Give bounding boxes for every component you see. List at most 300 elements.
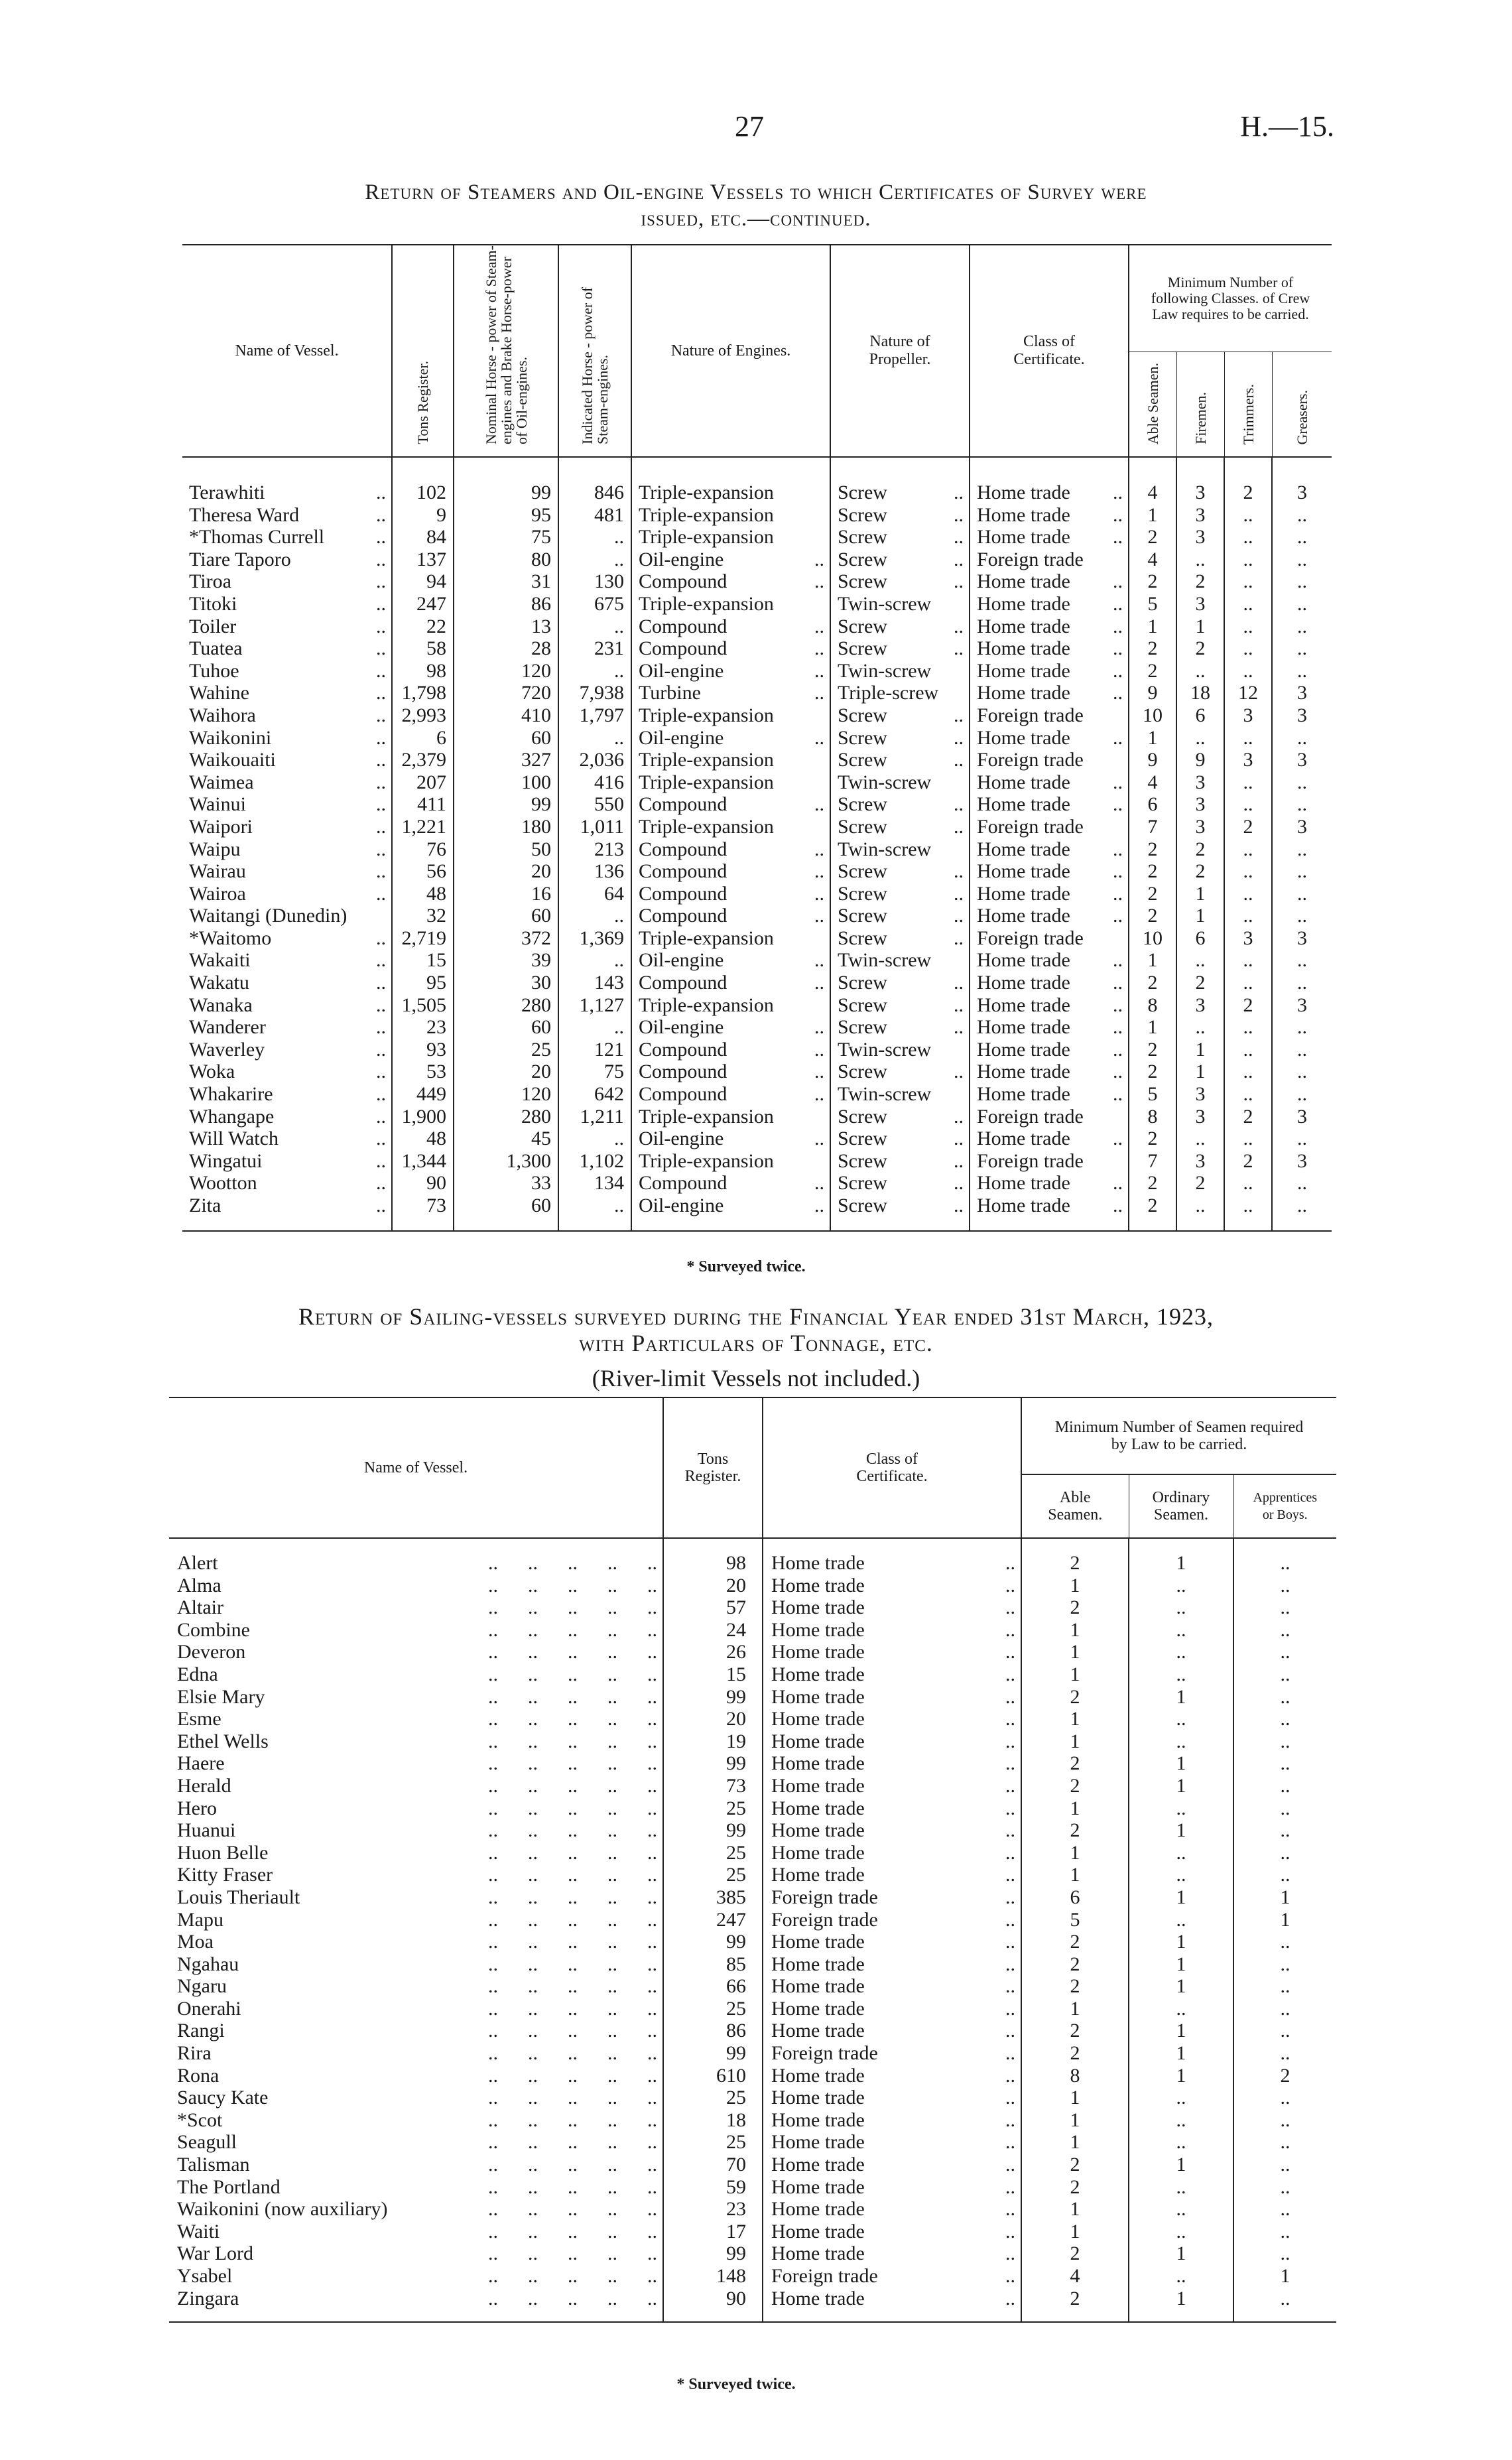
ordinary-seamen: 1 [1129, 1538, 1233, 1575]
propeller-nature-wrap [838, 949, 969, 972]
engine-nature-wrap [639, 1195, 830, 1217]
certificate-class [763, 2065, 1021, 2087]
certificate-class-text: Foreign trade [977, 815, 1084, 838]
certificate-class-text: Home trade [771, 1841, 865, 1864]
vessel-name-leader: .. [376, 726, 386, 749]
certificate-class [970, 972, 1129, 994]
vessel-name-leader: .. [376, 482, 386, 503]
apprentices: .. [1233, 1797, 1336, 1820]
vessel-name-text: Tuatea [189, 637, 243, 660]
propeller-nature-text: Screw [838, 1149, 887, 1172]
apprentices: .. [1233, 2154, 1336, 2176]
col-header-greasers: Greasers. [1272, 352, 1332, 458]
col-header-firemen: Firemen. [1176, 352, 1224, 458]
engine-nature [631, 927, 830, 950]
engine-nature-leader: .. [814, 570, 824, 593]
apprentices: .. [1233, 2221, 1336, 2243]
firemen: 1 [1176, 1061, 1224, 1083]
vessel-name-text: Ngaru [177, 1975, 227, 1998]
vessel-name-wrap [189, 949, 391, 972]
able-seamen: 1 [1021, 1575, 1129, 1597]
ordinary-seamen: 1 [1129, 1886, 1233, 1909]
propeller-nature-wrap [838, 994, 969, 1017]
dot-leader: .. [1005, 2265, 1015, 2287]
engine-nature-leader: .. [814, 1016, 824, 1039]
col-header-class: Class of Certificate. [970, 245, 1129, 457]
dot-leader: .. .. .. .. .. [488, 1997, 657, 2020]
t2-col-header-tons: Tons Register. [663, 1397, 763, 1538]
certificate-class-leader: .. [1113, 526, 1123, 549]
dot-leader: .. [1005, 2220, 1015, 2242]
firemen: 2 [1176, 838, 1224, 861]
vessel-name-text: Wahine [189, 682, 249, 704]
vessel-name-text: Toiler [189, 615, 237, 637]
vessel-name-text: *Waitomo [189, 927, 272, 949]
table-row [182, 816, 1332, 838]
certificate-class [763, 2198, 1021, 2221]
page-number: 27 [735, 110, 764, 143]
engine-nature [631, 615, 830, 638]
ordinary-seamen: .. [1129, 1619, 1233, 1642]
certificate-class [763, 2154, 1021, 2176]
vessel-name-leader: .. [376, 1038, 386, 1061]
propeller-nature [830, 660, 970, 682]
tons-register: 26 [663, 1641, 763, 1663]
apprentices: .. [1233, 2198, 1336, 2221]
vessel-name-text: Wingatui [189, 1149, 263, 1172]
vessel-name-text: Waipori [189, 815, 253, 838]
apprentices: 1 [1233, 1909, 1336, 1931]
propeller-nature [830, 949, 970, 972]
tons-register: 411 [392, 793, 454, 816]
certificate-class-text: Home trade [771, 1730, 865, 1752]
certificate-class-text: Home trade [771, 1685, 865, 1708]
vessel-name-wrap [177, 2288, 662, 2310]
table-row [169, 1708, 1336, 1730]
engine-nature-wrap [639, 504, 830, 527]
propeller-nature-leader: .. [954, 1061, 964, 1083]
greasers: 3 [1272, 457, 1332, 504]
table-row [169, 1596, 1336, 1619]
apprentices: 1 [1233, 1886, 1336, 1909]
propeller-nature-wrap [838, 1150, 969, 1173]
tons-register: 15 [663, 1663, 763, 1686]
propeller-nature [830, 1016, 970, 1039]
propeller-nature-leader: .. [954, 548, 964, 570]
propeller-nature-text: Screw [838, 637, 887, 660]
certificate-class-leader: .. [1113, 1016, 1123, 1039]
certificate-class [763, 2042, 1021, 2065]
vessel-name [169, 1864, 663, 1886]
engine-nature-leader: .. [814, 882, 824, 905]
vessel-name-text: *Thomas Currell [189, 526, 325, 549]
propeller-nature-leader: .. [954, 570, 964, 593]
vessel-name-text: Wakatu [189, 972, 249, 994]
apprentices: .. [1233, 2288, 1336, 2323]
table-row [182, 1172, 1332, 1195]
apprentices: 1 [1233, 2265, 1336, 2288]
dot-leader: .. .. .. .. .. [488, 1752, 657, 1775]
vessel-name [182, 660, 392, 682]
engine-nature-text: Compound [639, 860, 727, 883]
indicated-hp: 416 [558, 771, 631, 794]
trimmers: .. [1224, 860, 1272, 883]
propeller-nature-text: Twin-screw [838, 949, 932, 972]
trimmers: .. [1224, 660, 1272, 682]
tons-register: 247 [392, 593, 454, 615]
tons-register: 86 [663, 2020, 763, 2042]
able-seamen: 4 [1129, 457, 1176, 504]
tons-register: 99 [663, 2242, 763, 2265]
propeller-nature-wrap [838, 927, 969, 950]
dot-leader: .. .. .. .. .. [488, 2064, 657, 2087]
vessel-name [169, 1975, 663, 1998]
propeller-nature-wrap [838, 660, 969, 682]
certificate-class-text: Home trade [977, 592, 1070, 615]
propeller-nature-wrap [838, 570, 969, 593]
table-row [182, 727, 1332, 749]
propeller-nature-leader: .. [954, 1149, 964, 1172]
dot-leader: .. .. .. .. .. [488, 2175, 657, 2198]
dot-leader: .. [1005, 1596, 1015, 1619]
vessel-name [182, 1172, 392, 1195]
able-seamen: 1 [1021, 2109, 1129, 2132]
vessel-name-wrap [189, 727, 391, 749]
dot-leader: .. .. .. .. .. [488, 1663, 657, 1685]
vessel-name [169, 2042, 663, 2065]
engine-nature [631, 994, 830, 1017]
indicated-hp: 1,211 [558, 1106, 631, 1128]
vessel-name-text: Ngahau [177, 1953, 239, 1975]
trimmers: 2 [1224, 994, 1272, 1017]
vessel-name-wrap [177, 1953, 662, 1976]
propeller-nature-text: Screw [838, 927, 887, 949]
propeller-nature [830, 1150, 970, 1173]
tons-register: 99 [663, 2042, 763, 2065]
nominal-hp: 99 [454, 793, 558, 816]
table-row [182, 704, 1332, 727]
engine-nature-text: Oil-engine [639, 659, 724, 682]
vessel-name-wrap [177, 1641, 662, 1663]
vessel-name-leader: .. [376, 615, 386, 637]
engine-nature [631, 570, 830, 593]
able-seamen: 8 [1129, 1106, 1176, 1128]
vessel-name-leader: .. [376, 1016, 386, 1039]
engine-nature [631, 949, 830, 972]
able-seamen: 2 [1129, 1039, 1176, 1061]
vessel-name [169, 2265, 663, 2288]
certificate-class-text: Foreign trade [771, 2042, 878, 2065]
table2-title [166, 1303, 1346, 1356]
engine-nature-text: Oil-engine [639, 548, 724, 570]
vessel-name [182, 727, 392, 749]
propeller-nature-text: Screw [838, 749, 887, 771]
nominal-hp: 60 [454, 905, 558, 927]
table-row [169, 1886, 1336, 1909]
firemen: 3 [1176, 994, 1224, 1017]
tons-register: 73 [663, 1775, 763, 1797]
nominal-hp: 120 [454, 1083, 558, 1106]
vessel-name [182, 704, 392, 727]
propeller-nature-wrap [838, 727, 969, 749]
propeller-nature-text: Screw [838, 860, 887, 883]
certificate-class-text: Home trade [977, 1195, 1070, 1216]
propeller-nature-wrap [838, 1195, 969, 1217]
dot-leader: .. [1005, 1886, 1015, 1908]
trimmers: 2 [1224, 457, 1272, 504]
propeller-nature [830, 727, 970, 749]
able-seamen: 2 [1021, 2176, 1129, 2199]
apprentices: .. [1233, 1596, 1336, 1619]
dot-leader: .. [1005, 1774, 1015, 1797]
table-row [182, 793, 1332, 816]
nominal-hp: 280 [454, 1106, 558, 1128]
nominal-hp: 75 [454, 526, 558, 549]
dot-leader: .. .. .. .. .. [488, 1819, 657, 1842]
tons-register: 56 [392, 860, 454, 883]
certificate-class-text: Home trade [977, 1038, 1070, 1061]
tons-register: 53 [392, 1061, 454, 1083]
propeller-nature [830, 1128, 970, 1150]
nominal-hp: 95 [454, 504, 558, 527]
vessel-name-wrap [189, 1016, 391, 1039]
tons-register: 18 [663, 2109, 763, 2132]
vessel-name-wrap [189, 1061, 391, 1083]
vessel-name-leader: .. [376, 1128, 386, 1150]
propeller-nature-text: Screw [838, 548, 887, 570]
engine-nature-wrap [639, 660, 830, 682]
engine-nature [631, 1106, 830, 1128]
indicated-hp: .. [558, 905, 631, 927]
table-row [182, 1128, 1332, 1150]
certificate-class-wrap [977, 1106, 1128, 1128]
engine-nature-text: Triple-expansion [639, 815, 774, 838]
vessel-name-wrap [189, 1106, 391, 1128]
table-row [182, 615, 1332, 638]
dot-leader: .. [1005, 2131, 1015, 2154]
indicated-hp: .. [558, 727, 631, 749]
nominal-hp: 60 [454, 1016, 558, 1039]
engine-nature [631, 749, 830, 771]
able-seamen: 2 [1021, 1538, 1129, 1575]
propeller-nature-wrap [838, 704, 969, 727]
propeller-nature-wrap [838, 504, 969, 527]
dot-leader: .. [1005, 2154, 1015, 2176]
vessel-name [169, 1953, 663, 1976]
tons-register: 22 [392, 615, 454, 638]
propeller-nature-leader: .. [954, 815, 964, 838]
propeller-nature [830, 682, 970, 704]
vessel-name [182, 838, 392, 861]
dot-leader: .. .. .. .. .. [488, 2265, 657, 2287]
ordinary-seamen: .. [1129, 2221, 1233, 2243]
dot-leader: .. .. .. .. .. [488, 1975, 657, 1998]
greasers: 3 [1272, 1150, 1332, 1173]
certificate-class-wrap [771, 1819, 1021, 1842]
engine-nature-wrap [639, 972, 830, 994]
certificate-class-wrap [771, 1909, 1021, 1931]
tons-register: 25 [663, 1998, 763, 2020]
dot-leader: .. .. .. .. .. [488, 1730, 657, 1752]
engine-nature-wrap [639, 927, 830, 950]
certificate-class-text: Foreign trade [977, 1105, 1084, 1128]
dot-leader: .. [1005, 2108, 1015, 2131]
propeller-nature [830, 615, 970, 638]
certificate-class-text: Home trade [771, 1774, 865, 1797]
certificate-class-wrap [977, 771, 1128, 794]
engine-nature-text: Compound [639, 637, 727, 660]
propeller-nature-leader: .. [954, 1016, 964, 1039]
nominal-hp: 13 [454, 615, 558, 638]
certificate-class [970, 905, 1129, 927]
apprentices: .. [1233, 1998, 1336, 2020]
ordinary-seamen: 1 [1129, 2020, 1233, 2042]
propeller-nature [830, 504, 970, 527]
vessel-name-text: Waverley [189, 1038, 265, 1061]
certificate-class-wrap [771, 1708, 1021, 1730]
tons-register: 70 [663, 2154, 763, 2176]
table-row [169, 1909, 1336, 1931]
vessel-name-text: Elsie Mary [177, 1685, 265, 1708]
table-row [169, 1797, 1336, 1820]
dot-leader: .. .. .. .. .. [488, 2154, 657, 2176]
propeller-nature-leader: .. [954, 1105, 964, 1128]
engine-nature [631, 637, 830, 660]
propeller-nature [830, 570, 970, 593]
tons-register: 99 [663, 1931, 763, 1953]
able-seamen: 2 [1021, 2020, 1129, 2042]
certificate-class-leader: .. [1113, 1083, 1123, 1106]
propeller-nature-leader: .. [954, 704, 964, 726]
table-row [182, 883, 1332, 905]
engine-nature-leader: .. [814, 793, 824, 816]
table-row [182, 1016, 1332, 1039]
indicated-hp: 231 [558, 637, 631, 660]
certificate-class-leader: .. [1113, 905, 1123, 927]
nominal-hp: 120 [454, 660, 558, 682]
vessel-name-text: Rona [177, 2064, 220, 2087]
tons-register: 2,379 [392, 749, 454, 771]
certificate-class-text: Home trade [771, 1953, 865, 1975]
certificate-class-text: Home trade [977, 972, 1070, 994]
t2-col-header-able: Able Seamen. [1021, 1474, 1129, 1538]
certificate-class [970, 570, 1129, 593]
certificate-class [763, 1538, 1021, 1575]
vessel-name-wrap [189, 816, 391, 838]
vessel-name-wrap [177, 1931, 662, 1953]
firemen: .. [1176, 549, 1224, 571]
certificate-class-wrap [977, 660, 1128, 682]
vessel-name-text: The Portland [177, 2175, 281, 2198]
engine-nature [631, 1128, 830, 1150]
ordinary-seamen: .. [1129, 2087, 1233, 2109]
certificate-class [763, 1752, 1021, 1775]
vessel-name-wrap [177, 1663, 662, 1686]
able-seamen: 1 [1021, 1998, 1129, 2020]
able-seamen: 1 [1021, 1864, 1129, 1886]
certificate-class-text: Home trade [771, 1708, 865, 1730]
dot-leader: .. [1005, 1819, 1015, 1842]
vessel-name-text: Edna [177, 1663, 218, 1685]
able-seamen: 4 [1021, 2265, 1129, 2288]
engine-nature-text: Compound [639, 570, 727, 593]
vessel-name-text: Moa [177, 1931, 214, 1953]
propeller-nature [830, 905, 970, 927]
ordinary-seamen: .. [1129, 1730, 1233, 1753]
vessel-name-wrap [189, 682, 391, 704]
tons-register: 19 [663, 1730, 763, 1753]
engine-nature-leader: .. [814, 548, 824, 570]
table-row [182, 994, 1332, 1017]
engine-nature-wrap [639, 838, 830, 861]
vessel-name-text: Herald [177, 1774, 231, 1797]
ordinary-seamen: .. [1129, 1909, 1233, 1931]
indicated-hp: 134 [558, 1172, 631, 1195]
able-seamen: 6 [1129, 793, 1176, 816]
indicated-hp: 213 [558, 838, 631, 861]
trimmers: 2 [1224, 1150, 1272, 1173]
certificate-class-wrap [977, 482, 1128, 504]
propeller-nature-wrap [838, 972, 969, 994]
vessel-name-leader: .. [376, 1195, 386, 1216]
table-row [169, 2154, 1336, 2176]
tons-register: 59 [663, 2176, 763, 2199]
certificate-class-wrap [771, 1730, 1021, 1753]
nominal-hp: 327 [454, 749, 558, 771]
engine-nature [631, 1172, 830, 1195]
certificate-class-leader: .. [1113, 592, 1123, 615]
tons-register: 99 [663, 1752, 763, 1775]
firemen: .. [1176, 727, 1224, 749]
certificate-class-text: Home trade [771, 2220, 865, 2242]
propeller-nature [830, 771, 970, 794]
engine-nature-wrap [639, 727, 830, 749]
greasers: 3 [1272, 704, 1332, 727]
table-row [182, 1106, 1332, 1128]
vessel-name-text: Tuhoe [189, 659, 239, 682]
dot-leader: .. [1005, 2242, 1015, 2265]
able-seamen: 2 [1129, 860, 1176, 883]
engine-nature-leader: .. [814, 637, 824, 660]
dot-leader: .. [1005, 2198, 1015, 2221]
vessel-name-wrap [177, 2265, 662, 2288]
propeller-nature-leader: .. [954, 905, 964, 927]
vessel-name-leader: .. [376, 659, 386, 682]
engine-nature-leader: .. [814, 1061, 824, 1083]
nominal-hp: 28 [454, 637, 558, 660]
certificate-class-wrap [771, 2087, 1021, 2109]
certificate-class [970, 860, 1129, 883]
vessel-name [169, 1538, 663, 1575]
table2-footnote: * Surveyed twice. [676, 2376, 796, 2393]
vessel-name [182, 860, 392, 883]
engine-nature-text: Compound [639, 1172, 727, 1195]
vessel-name [182, 972, 392, 994]
greasers: .. [1272, 526, 1332, 549]
propeller-nature-wrap [838, 1016, 969, 1039]
vessel-name-leader: .. [376, 749, 386, 771]
certificate-class-text: Foreign trade [977, 749, 1084, 771]
table-row [169, 1575, 1336, 1597]
engine-nature-leader: .. [814, 972, 824, 994]
certificate-class-wrap [771, 1864, 1021, 1886]
trimmers: 2 [1224, 816, 1272, 838]
engine-nature-wrap [639, 749, 830, 771]
engine-nature-text: Compound [639, 1038, 727, 1061]
vessel-name-wrap [189, 704, 391, 727]
certificate-class-leader: .. [1113, 570, 1123, 593]
certificate-class-wrap [977, 1172, 1128, 1195]
